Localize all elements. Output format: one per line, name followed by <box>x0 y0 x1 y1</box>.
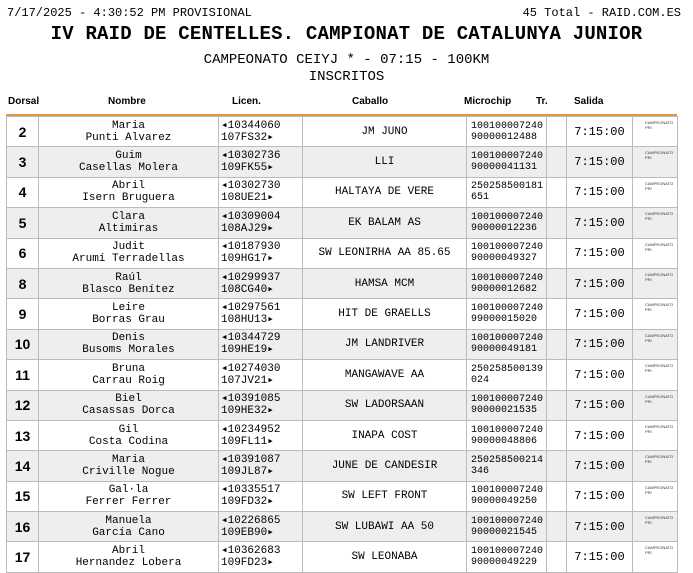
license-number: ◂10274030 <box>221 362 281 375</box>
license-number: ◂10302736 <box>221 150 281 163</box>
rider-last-name: García Cano <box>92 526 165 539</box>
rider-first-name: Leire <box>111 302 145 315</box>
license-code: 108AJ29▸ <box>221 222 274 235</box>
start-time-cell: 7:15:00 <box>567 208 633 238</box>
microchip-line-1: 100100007240 <box>471 120 544 132</box>
microchip-line-1: 100100007240 <box>471 272 544 284</box>
microchip-line-2: 90000021545 <box>471 526 538 538</box>
license-cell <box>219 268 303 298</box>
rider-name-cell <box>39 390 219 420</box>
col-caballo: Caballo <box>352 96 389 107</box>
start-time-cell: 7:15:00 <box>567 512 633 542</box>
tr-cell <box>547 542 567 572</box>
license-number: ◂10187930 <box>221 241 281 254</box>
category-tag: CAMPEONATO PRI <box>633 299 678 329</box>
license-cell <box>219 481 303 511</box>
license-number: ◂10302730 <box>221 180 281 193</box>
license-code: 109EB90▸ <box>221 526 274 539</box>
table-row <box>7 542 678 572</box>
microchip-line-1: 100100007240 <box>471 485 544 497</box>
rider-first-name: Clara <box>111 210 145 223</box>
license-cell <box>219 542 303 572</box>
table-row <box>7 451 678 481</box>
category-tag: CAMPEONATO PRI <box>633 268 678 298</box>
microchip-cell <box>467 299 547 329</box>
table-row <box>7 420 678 450</box>
rider-last-name: Casellas Molera <box>78 162 179 175</box>
category-tag: CAMPEONATO PRI <box>633 117 678 147</box>
start-time-cell: 7:15:00 <box>567 299 633 329</box>
microchip-line-1: 100100007240 <box>471 515 544 527</box>
license-cell <box>219 451 303 481</box>
rider-last-name: Arumí Terradellas <box>72 253 185 266</box>
microchip-cell <box>467 451 547 481</box>
rider-first-name: Manuela <box>105 514 152 527</box>
rider-last-name: Casassas Dorca <box>82 405 175 418</box>
microchip-line-2: 99000015020 <box>471 314 538 326</box>
total-count: 45 Total - RAID.COM.ES <box>522 6 681 20</box>
rider-first-name: Gil <box>118 423 139 436</box>
rider-first-name: Biel <box>115 393 142 406</box>
horse-cell: JUNE DE CANDESIR <box>303 451 467 481</box>
dorsal-cell: 5 <box>7 208 39 238</box>
license-code: 109FD32▸ <box>221 496 274 509</box>
microchip-line-1: 100100007240 <box>471 333 544 345</box>
microchip-line-2: 90000021535 <box>471 405 538 417</box>
dorsal-cell: 12 <box>7 390 39 420</box>
category-tag: CAMPEONATO PRI <box>633 420 678 450</box>
start-time-cell: 7:15:00 <box>567 177 633 207</box>
microchip-line-2: 90000049327 <box>471 253 538 265</box>
col-salida: Salida <box>574 96 604 107</box>
col-nombre: Nombre <box>108 96 146 107</box>
rider-first-name: Judit <box>111 241 145 254</box>
dorsal-cell: 13 <box>7 420 39 450</box>
start-time-cell: 7:15:00 <box>567 360 633 390</box>
category-tag: CAMPEONATO PRI <box>633 208 678 238</box>
table-row <box>7 512 678 542</box>
col-microchip: Microchip <box>464 96 512 107</box>
dorsal-cell: 8 <box>7 268 39 298</box>
tr-cell <box>547 177 567 207</box>
rider-last-name: Punti Alvarez <box>85 131 172 144</box>
tr-cell <box>547 481 567 511</box>
license-code: 109FL11▸ <box>221 435 274 448</box>
license-code: 109FD23▸ <box>221 557 274 570</box>
license-number: ◂10391085 <box>221 393 281 406</box>
tr-cell <box>547 117 567 147</box>
tr-cell <box>547 420 567 450</box>
category-tag: CAMPEONATO PRI <box>633 542 678 572</box>
table-row <box>7 147 678 177</box>
start-time-cell: 7:15:00 <box>567 542 633 572</box>
horse-cell: HALTAYA DE VERE <box>303 177 467 207</box>
start-time-cell: 7:15:00 <box>567 117 633 147</box>
report-header-line <box>7 6 681 20</box>
horse-cell: SW LADORSAAN <box>303 390 467 420</box>
rider-first-name: Gal·la <box>108 484 149 497</box>
microchip-cell <box>467 117 547 147</box>
microchip-cell <box>467 177 547 207</box>
col-dorsal: Dorsal <box>8 96 40 107</box>
license-cell <box>219 420 303 450</box>
rider-name-cell <box>39 542 219 572</box>
microchip-line-2: 651 <box>471 192 490 204</box>
microchip-cell <box>467 147 547 177</box>
microchip-line-1: 100100007240 <box>471 424 544 436</box>
category-tag: CAMPEONATO PRI <box>633 147 678 177</box>
rider-last-name: Borras Grau <box>92 314 165 327</box>
microchip-line-1: 250258500214 <box>471 454 544 466</box>
category-tag: CAMPEONATO PRI <box>633 390 678 420</box>
license-number: ◂10226865 <box>221 514 281 527</box>
dorsal-cell: 14 <box>7 451 39 481</box>
horse-cell: SW LEFT FRONT <box>303 481 467 511</box>
rider-first-name: Bruna <box>111 362 145 375</box>
timestamp: 7/17/2025 - 4:30:52 PM PROVISIONAL <box>7 6 252 20</box>
rider-last-name: Blasco Benítez <box>82 283 175 296</box>
rider-first-name: Denis <box>111 332 145 345</box>
license-cell <box>219 208 303 238</box>
table-row <box>7 117 678 147</box>
microchip-line-2: 024 <box>471 374 490 386</box>
col-licen: Licen. <box>232 96 261 107</box>
entries-table <box>6 116 678 573</box>
tr-cell <box>547 147 567 177</box>
start-time-cell: 7:15:00 <box>567 481 633 511</box>
rider-first-name: Maria <box>111 119 145 132</box>
horse-cell: HIT DE GRAELLS <box>303 299 467 329</box>
license-number: ◂10299937 <box>221 271 281 284</box>
microchip-line-1: 100100007240 <box>471 211 544 223</box>
category-tag: CAMPEONATO PRI <box>633 177 678 207</box>
license-code: 109HG17▸ <box>221 253 274 266</box>
start-time-cell: 7:15:00 <box>567 268 633 298</box>
table-header <box>6 92 677 116</box>
horse-cell: JM LANDRIVER <box>303 329 467 359</box>
category-tag: CAMPEONATO PRI <box>633 512 678 542</box>
license-number: ◂10309004 <box>221 210 281 223</box>
license-cell <box>219 117 303 147</box>
rider-name-cell <box>39 117 219 147</box>
rider-first-name: Abril <box>111 545 145 558</box>
horse-cell: INAPA COST <box>303 420 467 450</box>
dorsal-cell: 11 <box>7 360 39 390</box>
tr-cell <box>547 268 567 298</box>
license-code: 109HE32▸ <box>221 405 274 418</box>
license-code: 109JL87▸ <box>221 465 274 478</box>
category-tag: CAMPEONATO PRI <box>633 481 678 511</box>
tr-cell <box>547 451 567 481</box>
dorsal-cell: 17 <box>7 542 39 572</box>
microchip-cell <box>467 481 547 511</box>
microchip-line-2: 90000012236 <box>471 222 538 234</box>
microchip-line-1: 100100007240 <box>471 242 544 254</box>
microchip-line-1: 250258500181 <box>471 181 544 193</box>
microchip-cell <box>467 268 547 298</box>
horse-cell: SW LEONIRHA AA 85.65 <box>303 238 467 268</box>
table-row <box>7 268 678 298</box>
license-cell <box>219 147 303 177</box>
rider-first-name: Maria <box>111 453 145 466</box>
microchip-line-2: 90000049229 <box>471 557 538 569</box>
microchip-line-2: 90000049181 <box>471 344 538 356</box>
dorsal-cell: 15 <box>7 481 39 511</box>
rider-last-name: Isern Bruguera <box>82 192 175 205</box>
license-code: 109FK55▸ <box>221 162 274 175</box>
license-number: ◂10297561 <box>221 302 281 315</box>
dorsal-cell: 4 <box>7 177 39 207</box>
tr-cell <box>547 360 567 390</box>
rider-last-name: Costa Codina <box>88 435 169 448</box>
rider-last-name: Hernandez Lobera <box>75 557 182 570</box>
dorsal-cell: 3 <box>7 147 39 177</box>
dorsal-cell: 10 <box>7 329 39 359</box>
table-row <box>7 299 678 329</box>
microchip-line-1: 250258500139 <box>471 363 544 375</box>
rider-name-cell <box>39 512 219 542</box>
table-row <box>7 208 678 238</box>
microchip-line-2: 346 <box>471 465 490 477</box>
dorsal-cell: 9 <box>7 299 39 329</box>
microchip-cell <box>467 390 547 420</box>
microchip-line-2: 90000048806 <box>471 435 538 447</box>
license-code: 107FS32▸ <box>221 131 274 144</box>
category-tag: CAMPEONATO PRI <box>633 238 678 268</box>
license-cell <box>219 238 303 268</box>
page-title: IV RAID DE CENTELLES. CAMPIONAT DE CATALUNYA JUNIOR <box>50 23 643 45</box>
rider-name-cell <box>39 420 219 450</box>
license-code: 108HU13▸ <box>221 314 274 327</box>
microchip-line-2: 90000012682 <box>471 283 538 295</box>
tr-cell <box>547 299 567 329</box>
table-row <box>7 481 678 511</box>
dorsal-cell: 16 <box>7 512 39 542</box>
table-row <box>7 390 678 420</box>
rider-name-cell <box>39 177 219 207</box>
microchip-line-2: 90000041131 <box>471 162 538 174</box>
tr-cell <box>547 238 567 268</box>
col-tr: Tr. <box>536 96 548 107</box>
start-time-cell: 7:15:00 <box>567 451 633 481</box>
horse-cell: JM JUNO <box>303 117 467 147</box>
license-number: ◂10234952 <box>221 423 281 436</box>
rider-name-cell <box>39 360 219 390</box>
horse-cell: LLI <box>303 147 467 177</box>
rider-name-cell <box>39 481 219 511</box>
rider-last-name: Criville Nogue <box>82 465 175 478</box>
tr-cell <box>547 329 567 359</box>
license-cell <box>219 177 303 207</box>
horse-cell: SW LUBAWI AA 50 <box>303 512 467 542</box>
rider-last-name: Carrau Roig <box>92 374 165 387</box>
category-tag: CAMPEONATO PRI <box>633 451 678 481</box>
horse-cell: HAMSA MCM <box>303 268 467 298</box>
license-number: ◂10344060 <box>221 119 281 132</box>
table-row <box>7 360 678 390</box>
microchip-cell <box>467 208 547 238</box>
license-number: ◂10344729 <box>221 332 281 345</box>
rider-name-cell <box>39 147 219 177</box>
start-time-cell: 7:15:00 <box>567 329 633 359</box>
microchip-cell <box>467 238 547 268</box>
table-row <box>7 177 678 207</box>
rider-name-cell <box>39 299 219 329</box>
tr-cell <box>547 208 567 238</box>
horse-cell: EK BALAM AS <box>303 208 467 238</box>
start-time-cell: 7:15:00 <box>567 147 633 177</box>
dorsal-cell: 2 <box>7 117 39 147</box>
rider-last-name: Busoms Morales <box>82 344 175 357</box>
license-cell <box>219 360 303 390</box>
start-time-cell: 7:15:00 <box>567 238 633 268</box>
section-title: INSCRITOS <box>308 69 385 85</box>
rider-name-cell <box>39 451 219 481</box>
license-cell <box>219 390 303 420</box>
license-number: ◂10391087 <box>221 453 281 466</box>
tr-cell <box>547 512 567 542</box>
category-tag: CAMPEONATO PRI <box>633 360 678 390</box>
microchip-line-1: 100100007240 <box>471 303 544 315</box>
license-code: 108UE21▸ <box>221 192 274 205</box>
rider-first-name: Raúl <box>115 271 142 284</box>
microchip-line-2: 90000049250 <box>471 496 538 508</box>
rider-first-name: Abril <box>111 180 145 193</box>
license-cell <box>219 299 303 329</box>
license-code: 109HE19▸ <box>221 344 274 357</box>
start-time-cell: 7:15:00 <box>567 420 633 450</box>
license-cell <box>219 512 303 542</box>
horse-cell: SW LEONABA <box>303 542 467 572</box>
horse-cell: MANGAWAVE AA <box>303 360 467 390</box>
license-code: 107JV21▸ <box>221 374 274 387</box>
start-time-cell: 7:15:00 <box>567 390 633 420</box>
microchip-line-1: 100100007240 <box>471 151 544 163</box>
tr-cell <box>547 390 567 420</box>
dorsal-cell: 6 <box>7 238 39 268</box>
microchip-cell <box>467 329 547 359</box>
rider-name-cell <box>39 238 219 268</box>
rider-last-name: Altimiras <box>98 222 159 235</box>
microchip-cell <box>467 360 547 390</box>
table-row <box>7 329 678 359</box>
table-row <box>7 238 678 268</box>
category-tag: CAMPEONATO PRI <box>633 329 678 359</box>
rider-name-cell <box>39 208 219 238</box>
license-code: 108CG40▸ <box>221 283 274 296</box>
rider-last-name: Ferrer Ferrer <box>85 496 172 509</box>
license-cell <box>219 329 303 359</box>
rider-name-cell <box>39 329 219 359</box>
microchip-cell <box>467 512 547 542</box>
license-number: ◂10335517 <box>221 484 281 497</box>
microchip-line-1: 100100007240 <box>471 394 544 406</box>
license-number: ◂10362683 <box>221 545 281 558</box>
category-subtitle: CAMPEONATO CEIYJ * - 07:15 - 100KM <box>203 52 490 68</box>
microchip-line-2: 90000012488 <box>471 131 538 143</box>
microchip-line-1: 100100007240 <box>471 546 544 558</box>
rider-first-name: Guim <box>115 150 142 163</box>
microchip-cell <box>467 420 547 450</box>
rider-name-cell <box>39 268 219 298</box>
microchip-cell <box>467 542 547 572</box>
